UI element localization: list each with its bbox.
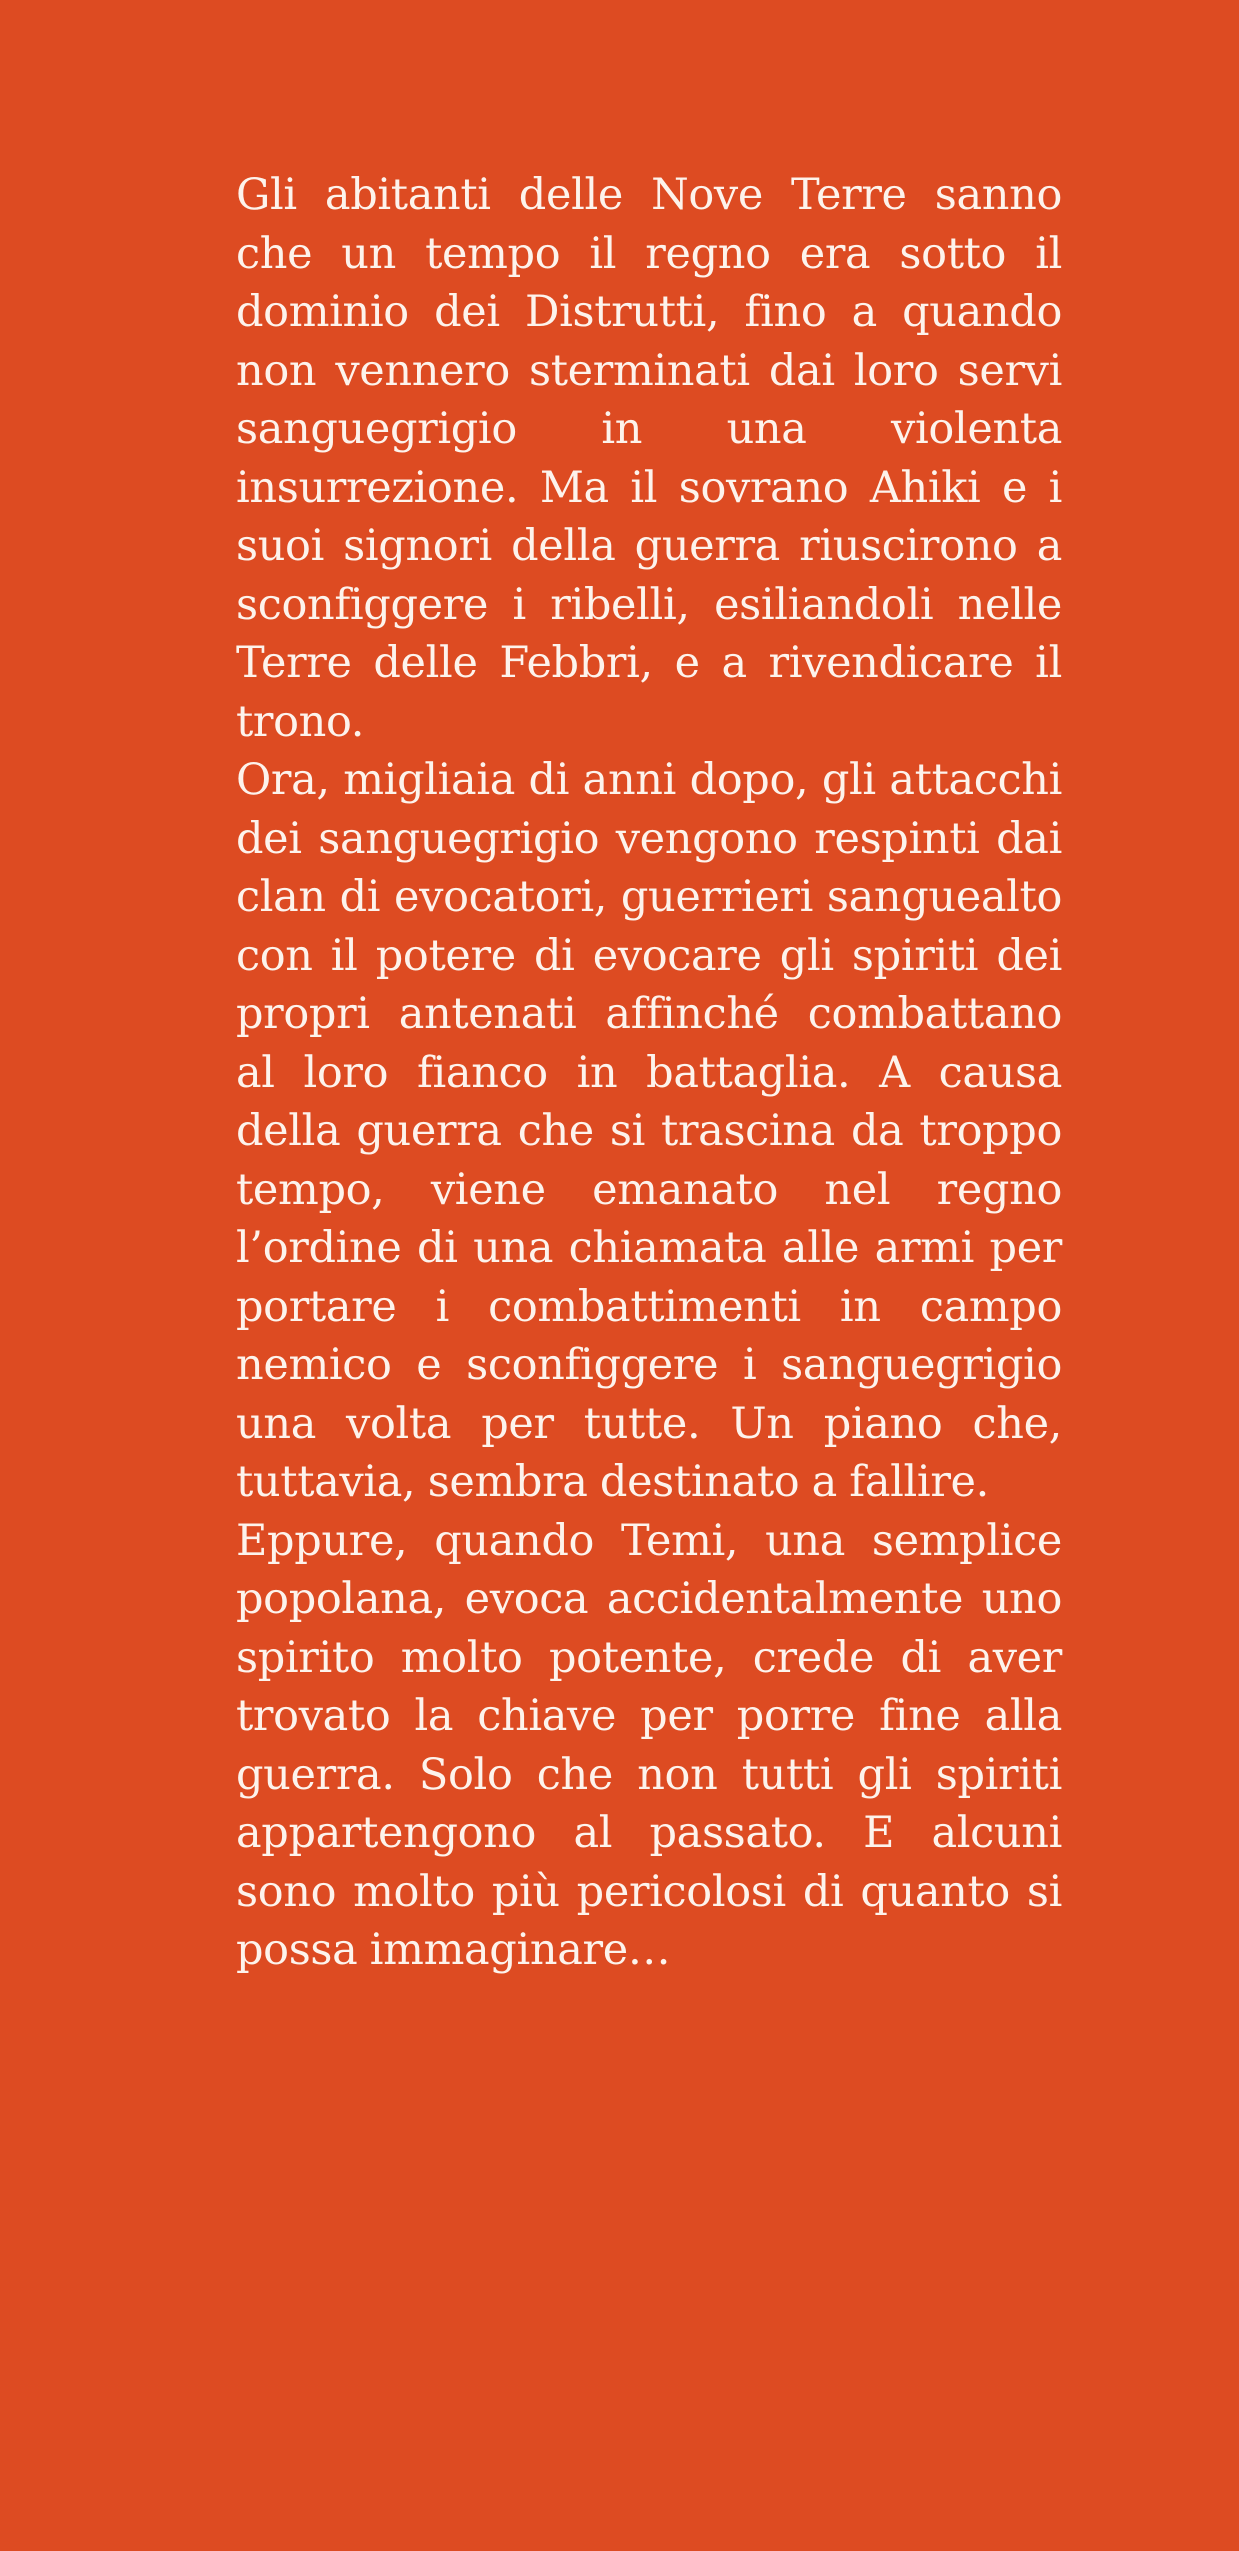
paragraph-hook: Eppure, quando Temi, una semplice popolana, evoca accidentalmente uno spirito molto potente, crede di aver trovato la chiave per porre fine alla guerra. Solo che non tutti gli spiriti appartengono al passato. E alcuni sono molto più pericolosi di quanto si possa immaginare…: [236, 1515, 1062, 1975]
book-flap-text: [236, 166, 1062, 1980]
paragraph-intro: Gli abitanti delle Nove Terre sanno che un tempo il regno era sotto il dominio dei Distrutti, fino a quando non vennero sterminati dai loro servi sanguegrigio in una violenta insurrezione. Ma il sovrano Ahiki e i suoi signori della guerra riuscirono a sconfiggere i ribelli, esiliandoli nelle Terre delle Febbri, e a rivendicare il trono.: [236, 170, 1062, 747]
paragraph-conflict: Ora, migliaia di anni dopo, gli attacchi dei sanguegrigio vengono respinti dai clan di evocatori, guerrieri sanguealto con il potere di evocare gli spiriti dei propri antenati affinché combattano al loro fianco in battaglia. A causa della guerra che si trascina da troppo tempo, viene emanato nel regno l’ordine di una chiamata alle armi per portare i combattimenti in campo nemico e sconfiggere i sanguegrigio una volta per tutte. Un piano che, tuttavia, sembra destinato a fallire.: [236, 755, 1062, 1507]
